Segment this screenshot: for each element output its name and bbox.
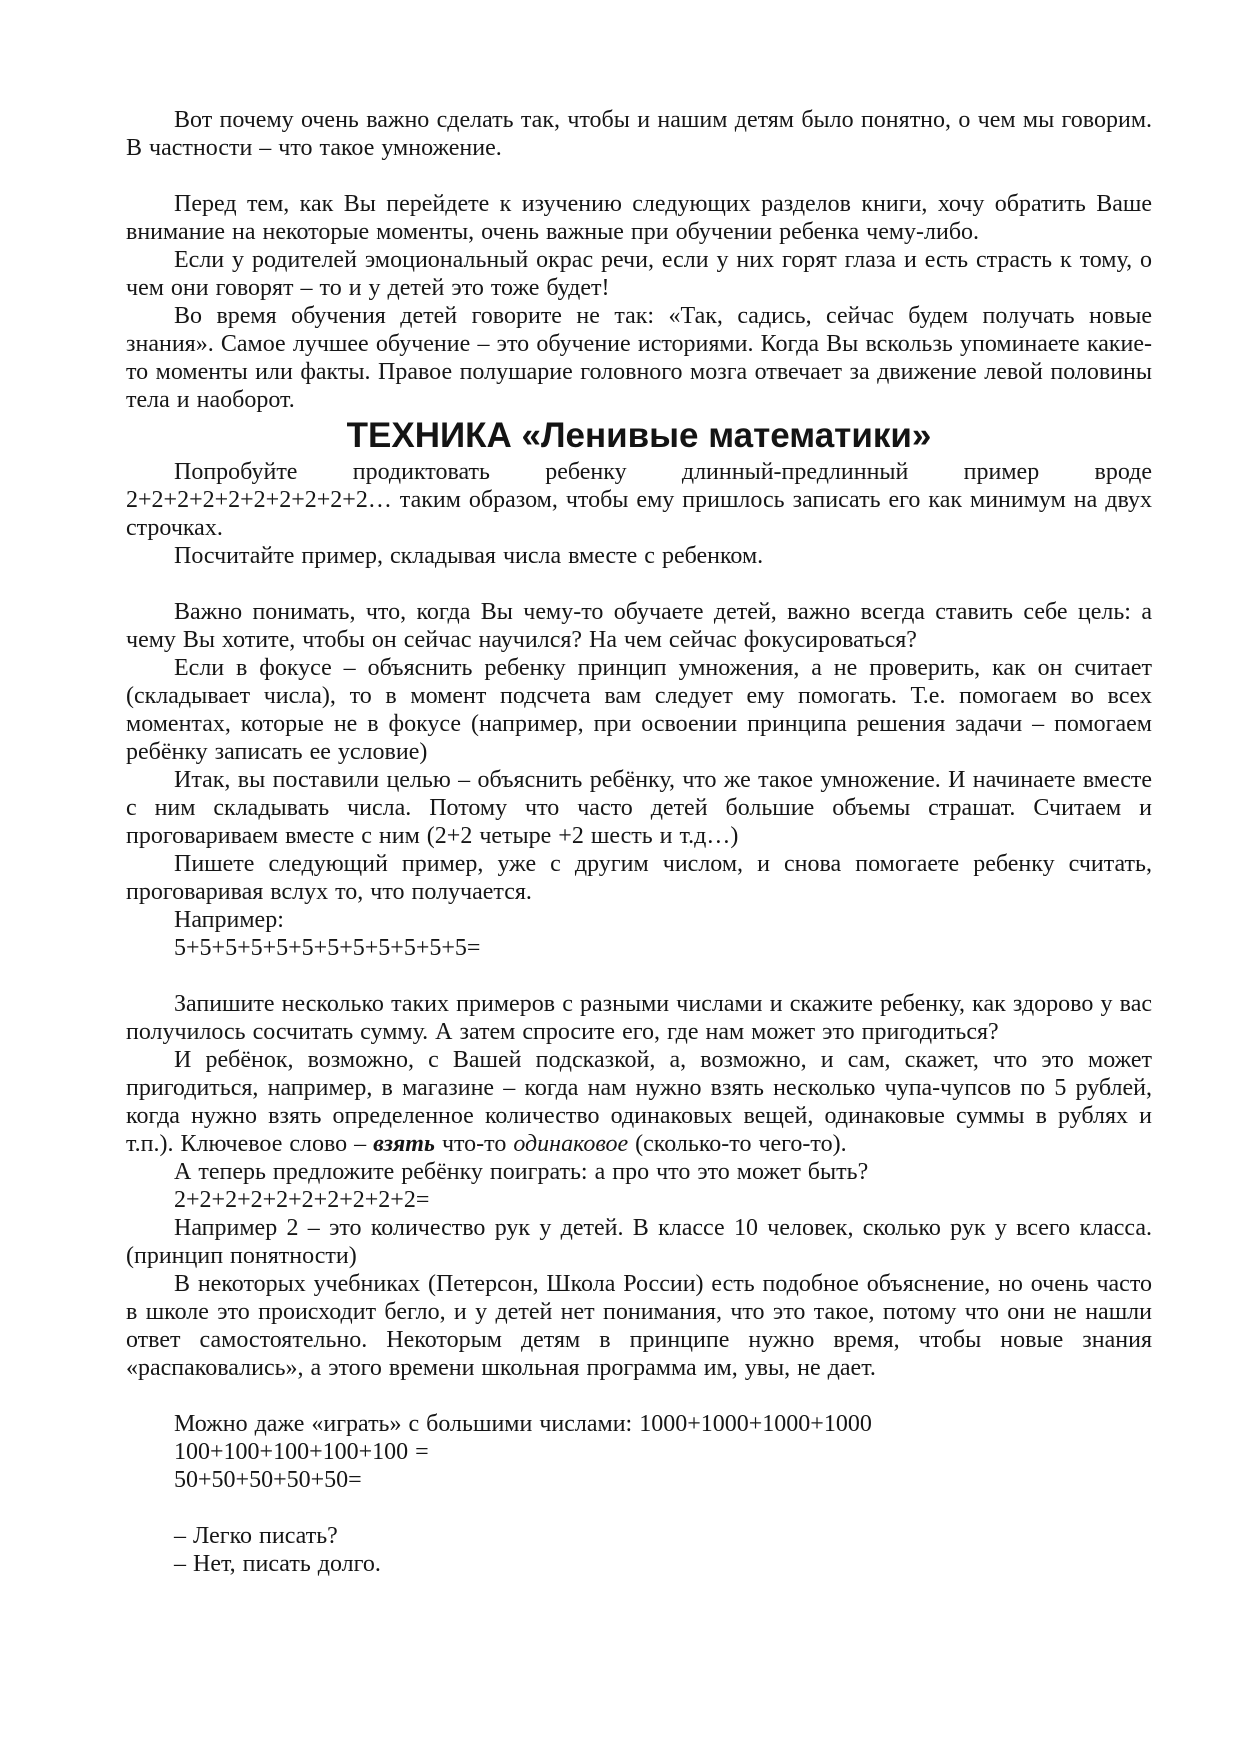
equation-hundreds: 100+100+100+100+100 =: [174, 1439, 429, 1465]
keyword-mid-text: что-то: [434, 1131, 514, 1157]
section-title: ТЕХНИКА «Ленивые математики»: [346, 416, 932, 455]
keyword-bold-italic-word: взять: [373, 1131, 435, 1157]
dialog-no-long: – Нет, писать долго.: [174, 1551, 381, 1577]
paragraph-for-example-label: Например:: [174, 907, 284, 933]
keyword-italic-word: одинаковое: [513, 1131, 629, 1157]
paragraph-play-offer: А теперь предложите ребёнку поиграть: а про что это может быть?: [174, 1159, 869, 1185]
paragraph-set-goal: Важно понимать, что, когда Вы чему-то обучаете детей, важно всегда ставить себе цель: а чему Вы хотите, чтобы он сейчас научился? На чем сейчас фокусироваться?: [126, 599, 1152, 653]
dialog-easy-to-write: – Легко писать?: [174, 1523, 338, 1549]
paragraph-hands-example: Например 2 – это количество рук у детей. В классе 10 человек, сколько рук у всего класса. (принцип понятности): [126, 1215, 1152, 1269]
paragraph-write-examples: Запишите несколько таких примеров с разными числами и скажите ребенку, как здорово у вас получилось сосчитать сумму. А затем спросите его, где нам может это пригодиться?: [126, 991, 1152, 1045]
paragraph-intro: Вот почему очень важно сделать так, чтобы и нашим детям было понятно, о чем мы говорим. В частности – что такое умножение.: [126, 107, 1152, 161]
paragraph-emotional-speech: Если у родителей эмоциональный окрас речи, если у них горят глаза и есть страсть к тому, о чем они говорят – то и у детей это тоже будет!: [126, 247, 1152, 301]
paragraph-next-example: Пишете следующий пример, уже с другим числом, и снова помогаете ребенку считать, проговаривая вслух то, что получается.: [126, 851, 1152, 905]
paragraph-textbooks: В некоторых учебниках (Петерсон, Школа России) есть подобное объяснение, но очень часто в школе это происходит бегло, и у детей нет понимания, что это такое, потому что они не нашли ответ самостоятельно. Некоторым детям в принципе нужно время, чтобы новые знания «распаковались», а этого времени школьная программа им, увы, не дает.: [126, 1271, 1152, 1381]
equation-fifties: 50+50+50+50+50=: [174, 1467, 362, 1493]
paragraph-keyword: [126, 1046, 1152, 1158]
equation-fives: 5+5+5+5+5+5+5+5+5+5+5+5=: [174, 935, 481, 961]
keyword-bold-wrapper: [373, 1131, 435, 1157]
paragraph-teaching-stories: Во время обучения детей говорите не так: «Так, садись, сейчас будем получать новые знания». Самое лучшее обучение – это обучение историями. Когда Вы вскользь упоминаете какие-то моменты или факты. Правое полушарие головного мозга отвечает за движение левой половины тела и наоборот.: [126, 303, 1152, 413]
paragraph-before-study: Перед тем, как Вы перейдете к изучению следующих разделов книги, хочу обратить Ваше внимание на некоторые моменты, очень важные при обучении ребенка чему-либо.: [126, 191, 1152, 245]
keyword-tail-text: (сколько-то чего-то).: [628, 1131, 847, 1157]
paragraph-dictate-example: Попробуйте продиктовать ребенку длинный-предлинный пример вроде 2+2+2+2+2+2+2+2+2+2… таким образом, чтобы ему пришлось записать его как минимум на двух строчках.: [126, 459, 1152, 541]
paragraph-count-together: Посчитайте пример, складывая числа вместе с ребенком.: [174, 543, 764, 569]
paragraph-big-numbers: Можно даже «играть» с большими числами: 1000+1000+1000+1000: [174, 1411, 872, 1437]
equation-twos: 2+2+2+2+2+2+2+2+2+2=: [174, 1187, 430, 1213]
keyword-lead-text: И ребёнок, возможно, с Вашей подсказкой, а, возможно, и сам, скажет, что это может пригодиться, например, в магазине – когда нам нужно взять несколько чупа-чупсов по 5 рублей, когда нужно взять определенное количество одинаковых вещей, одинаковые суммы в рублях и т.п.). Ключевое слово –: [126, 1047, 1152, 1157]
paragraph-goal-multiplication: Итак, вы поставили целью – объяснить ребёнку, что же такое умножение. И начинаете вместе с ним складывать числа. Потому что часто детей большие объемы страшат. Считаем и проговариваем вместе с ним (2+2 четыре +2 шесть и т.д…): [126, 767, 1152, 849]
paragraph-focus: Если в фокусе – объяснить ребенку принцип умножения, а не проверить, как он считает (складывает числа), то в момент подсчета вам следует ему помогать. Т.е. помогаем во всех моментах, которые не в фокусе (например, при освоении принципа решения задачи – помогаем ребёнку записать ее условие): [126, 655, 1152, 765]
